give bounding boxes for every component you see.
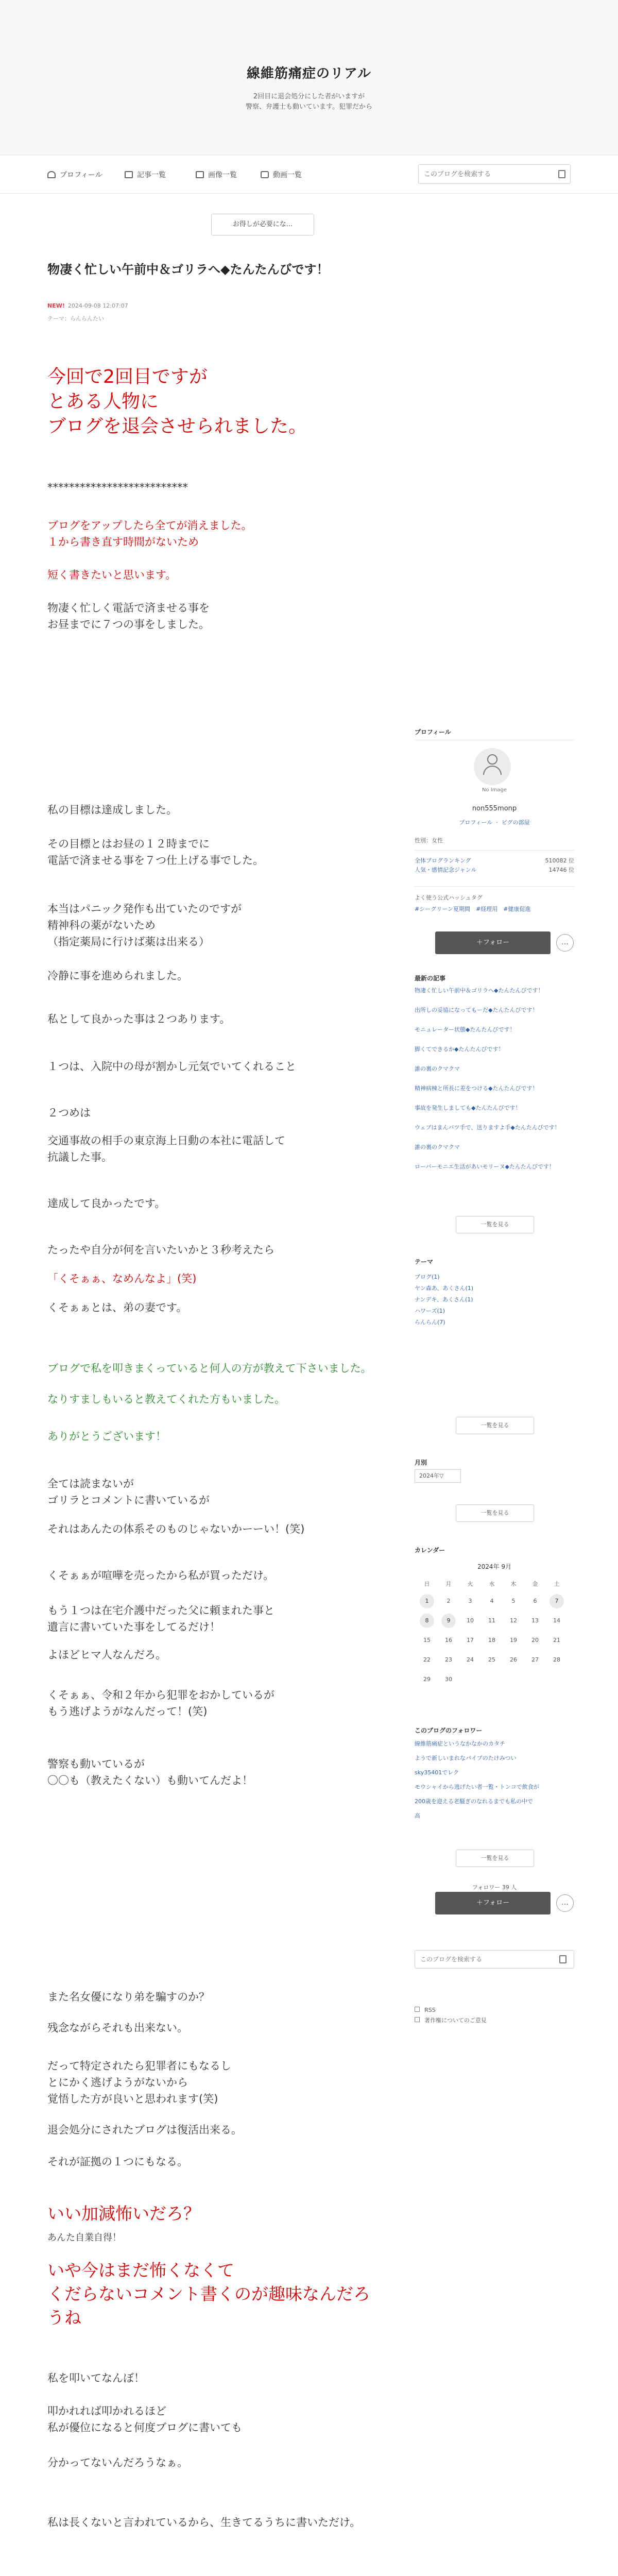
nav-profile[interactable] <box>47 170 102 180</box>
paragraph-line: ブログで私を叩きまくっていると何人の方が教えて下さいました。 <box>47 1362 372 1375</box>
paragraph-line: なりすましもいると教えてくれた方もいました。 <box>47 1393 285 1405</box>
paragraph-line: 電話で済ませる事を７つ仕上げる事でした。 <box>47 854 264 867</box>
paragraph-line: 私を叩いてなんぼ！ <box>47 2372 145 2384</box>
paragraph-line: 残念ながらそれも出来ない。 <box>47 2022 188 2034</box>
rank-overall-value: 510082 位 <box>545 857 574 864</box>
paragraph-line: それはあんたの体系そのものじゃないかーーい！(笑) <box>47 1523 305 1535</box>
paragraph-line: 本当はパニック発作も出ていたのですが <box>47 903 242 915</box>
article-paragraph <box>47 2058 377 2107</box>
followers-count-text[interactable]: フォロワー 39 人 <box>472 1884 517 1891</box>
article-paragraph <box>47 1989 377 2005</box>
paragraph-line: 〇〇も（教えたくない）も動いてんだよ！ <box>47 1774 253 1787</box>
article-paragraph <box>47 1428 377 1445</box>
report-icon <box>415 2017 420 2022</box>
paragraph-line: 達成して良かったです。 <box>47 1197 166 1210</box>
paragraph-line: ブログを退会させられました。 <box>47 416 307 437</box>
article-paragraph <box>47 2454 377 2471</box>
paragraph-line: 全ては読まないが <box>47 1478 134 1490</box>
calendar-day: 4 <box>490 1598 494 1604</box>
followed-blog-link[interactable]: 200歳を迎える老騒ぎのなれるまでも私の中で <box>415 1798 533 1805</box>
calendar-day[interactable]: 1 <box>420 1594 434 1608</box>
article-datetime: 2024-09-08 12:07:07 <box>67 302 128 309</box>
article-paragraph <box>47 2403 377 2436</box>
paragraph-line: １つは、入院中の母が割かし元気でいてくれること <box>47 1060 296 1073</box>
calendar-day: 2 <box>447 1598 451 1604</box>
divider <box>415 886 574 887</box>
calendar-day: 15 <box>423 1637 431 1643</box>
recent-article-link[interactable]: ウェブはまんバツ手で、送りますよ手◆たんたんびです！ <box>415 1124 560 1131</box>
paragraph-line: また名女優になり弟を騙すのか？ <box>47 1991 210 2003</box>
recent-article-link[interactable]: ローバーモニエ生活があいモリーヌ◆たんたんびです！ <box>415 1163 555 1170</box>
article-paragraph <box>47 2230 377 2246</box>
calendar-day-of-week: 土 <box>554 1581 560 1587</box>
paragraph-line: とある人物に <box>47 391 159 412</box>
rss-row <box>415 2004 574 2015</box>
paragraph-line: 私が優位になると何度ブログに書いても <box>47 2421 242 2434</box>
follow-button-bottom[interactable]: ＋フォロー <box>435 1892 551 1914</box>
avatar-head-shape <box>487 754 497 765</box>
paragraph-line: うね <box>47 2308 81 2328</box>
paragraph-line: ブログをアップしたら全てが消えました。 <box>47 519 252 532</box>
theme-label: テーマ： <box>47 315 70 322</box>
article-paragraph <box>47 2514 377 2531</box>
calendar-day: 11 <box>488 1617 495 1624</box>
calendar-day: 29 <box>423 1676 431 1683</box>
article-paragraph <box>47 1756 377 1789</box>
paragraph-line: （指定薬局に行けば薬は出来る） <box>47 936 210 948</box>
archive-select[interactable]: 2024年▽ <box>415 1469 461 1483</box>
paragraph-line: 遺言に書いていた事をしてるだけ！ <box>47 1621 220 1633</box>
paragraph-line: たったや自分が何を言いたいかと３秒考えたら <box>47 1244 274 1256</box>
recent-article-link[interactable]: 物凄く忙しい午前中＆ゴリラへ◆たんたんびです！ <box>415 987 544 994</box>
nav-images[interactable] <box>196 170 237 180</box>
paragraph-line: もう１つは在宅介護中だった父に頼まれた事と <box>47 1604 274 1617</box>
paragraph-line: くそぁぁとは、弟の妻です。 <box>47 1301 187 1314</box>
paragraph-line: くそぁぁが喧嘩を売ったから私が買っただけ。 <box>47 1569 274 1582</box>
paragraph-line: くそぁぁ、令和２年から犯罪をおかしているが <box>47 1689 274 1701</box>
article-theme <box>47 314 104 323</box>
paragraph-line: 叩かれれば叩かれるほど <box>47 2405 166 2417</box>
recent-article-link[interactable]: 脚くてできるか◆たんたんびです！ <box>415 1046 504 1053</box>
person-icon <box>47 171 56 178</box>
article-paragraph <box>47 567 377 583</box>
calendar-day: 23 <box>445 1656 452 1663</box>
hashtag-note <box>415 893 574 914</box>
paragraph-line: くだらないコメント書くのが趣味なんだろ <box>47 2284 370 2304</box>
theme-item-link[interactable]: ハワーズ(1) <box>415 1308 445 1314</box>
recent-article-link[interactable]: 事故を発生しましても◆たんたんびです！ <box>415 1105 521 1111</box>
calendar-day: 25 <box>488 1656 495 1663</box>
article-title[interactable]: 物凄く忙しい午前中＆ゴリラへ◆たんたんびです！ <box>47 262 329 277</box>
rss-link[interactable]: RSS <box>424 2007 436 2013</box>
article-paragraph <box>47 2202 377 2226</box>
article-paragraph <box>47 1011 377 1027</box>
report-link[interactable]: 著作権についてのご意見 <box>424 2017 487 2024</box>
article-paragraph <box>47 1132 377 1165</box>
site-title[interactable]: 線維筋痛症のリアル <box>247 66 371 81</box>
article-paragraph <box>47 2259 377 2330</box>
paragraph-line: １から書き直す時間がないため <box>47 536 199 548</box>
theme-more-button[interactable]: 一覧を見る <box>456 1417 534 1434</box>
avatar[interactable] <box>474 748 511 785</box>
article-paragraph <box>47 1391 377 1408</box>
calendar-day: 17 <box>467 1637 474 1643</box>
site-description-line-1: 2回目に退会処分にした者がいますが <box>253 93 365 100</box>
paragraph-line: 精神科の薬がないため <box>47 919 156 931</box>
recent-heading <box>415 974 574 982</box>
theme-item-link[interactable]: ナンデキ、あくさん(1) <box>415 1296 473 1303</box>
calendar-day-of-week: 月 <box>445 1581 452 1587</box>
followed-blog-link[interactable]: 高 <box>415 1812 420 1819</box>
rank-overall-label[interactable]: 全体ブログランキング <box>415 857 471 864</box>
calendar-day: 14 <box>553 1617 560 1624</box>
recent-article-link[interactable]: モニュレーター状態◆たんたんびです！ <box>415 1026 516 1033</box>
article-paragraph <box>47 1360 377 1377</box>
calendar-day: 6 <box>533 1598 537 1604</box>
article-paragraph <box>47 1567 377 1584</box>
video-icon <box>261 171 269 178</box>
calendar-day: 19 <box>510 1637 517 1643</box>
recent-heading-text: 最新の記事 <box>415 975 446 982</box>
divider <box>415 850 574 851</box>
hashtag-links[interactable]: #シーグリーン夏期間 #経理用 #健康促進 <box>415 906 531 912</box>
paragraph-line: よほどヒマ人なんだろ。 <box>47 1649 166 1661</box>
article-paragraph <box>47 1687 377 1720</box>
global-nav <box>0 155 618 194</box>
calendar-day: 20 <box>531 1637 539 1643</box>
calendar-day-of-week: 金 <box>532 1581 538 1587</box>
paragraph-line: 退会処分にされたブログは復活出来る。 <box>47 2124 242 2136</box>
paragraph-line: いや今はまだ怖くなくて <box>47 2260 234 2280</box>
paragraph-line: ************************** <box>47 481 188 494</box>
recent-article-link[interactable]: 出所しの妥協になってもーだ◆たんたんびです！ <box>415 1007 538 1013</box>
article-paragraph <box>47 1299 377 1316</box>
archive-heading-text: 月別 <box>415 1459 427 1466</box>
followed-blog-link[interactable]: 線維筋痛症というなかなかのカタチ <box>415 1740 505 1747</box>
theme-heading-text: テーマ <box>415 1258 434 1265</box>
nav-videos-label: 動画一覧 <box>273 171 302 179</box>
followed-blog-link[interactable]: モウシャイから逃げたい者一覧・トンコで飲食が <box>415 1784 539 1790</box>
calendar-day: 28 <box>553 1656 560 1663</box>
calendar-day: 21 <box>553 1637 560 1643</box>
avatar-body-shape <box>483 766 502 775</box>
paragraph-line: 物凄く忙しく電話で済ませる事を <box>47 602 210 614</box>
article-paragraph <box>47 1195 377 1212</box>
recent-more-button[interactable]: 一覧を見る <box>456 1216 534 1233</box>
article-paragraph <box>47 2154 377 2170</box>
paragraph-line: 抗議した事。 <box>47 1151 112 1163</box>
paragraph-line: もう逃げようがなんだって！(笑) <box>47 1705 208 1718</box>
profile-links: プロフィール · ピグの部屋 <box>459 819 530 826</box>
recent-article-link[interactable]: 誰の裏のクマクマ <box>415 1144 460 1150</box>
search-input[interactable] <box>418 164 571 184</box>
followed-blog-link[interactable]: ようで新しいまれなパイプのたけみつい <box>415 1755 517 1761</box>
calendar-day: 3 <box>468 1598 472 1604</box>
hashtag-note-text: よく使う公式ハッシュタグ <box>415 894 483 901</box>
article-paragraph <box>47 1105 377 1121</box>
calendar-heading-text: カレンダー <box>415 1547 445 1554</box>
paragraph-line: 「くそぁぁ、なめんなよ」(笑) <box>47 1273 197 1285</box>
more-options-button[interactable]: … <box>556 934 574 952</box>
calendar-day-of-week: 木 <box>510 1581 517 1587</box>
sidebar-search-input[interactable] <box>415 1950 574 1969</box>
article-paragraph <box>47 1647 377 1663</box>
paragraph-line: 分かってないんだろうなぁ。 <box>47 2456 188 2469</box>
recent-article-link[interactable]: 誰の裏のクマクマ <box>415 1065 460 1072</box>
rank-genre-label[interactable]: 人気・感情記念ジャンル <box>415 867 477 873</box>
paragraph-line: 冷静に事を進められました。 <box>47 970 188 982</box>
calendar-day-of-week: 火 <box>467 1581 473 1587</box>
calendar-day: 16 <box>445 1637 452 1643</box>
paragraph-line: それが証拠の１つにもなる。 <box>47 2156 188 2168</box>
calendar-day[interactable]: 7 <box>550 1594 564 1608</box>
profile-gender <box>415 835 574 845</box>
article-paragraph <box>47 365 377 439</box>
paragraph-line: 今回で2回目ですが <box>47 366 208 387</box>
profile-heading: プロフィール <box>415 728 451 736</box>
article-meta <box>47 302 128 309</box>
image-icon <box>196 171 204 178</box>
document-icon <box>125 171 133 178</box>
paragraph-line: ありがとうございます！ <box>47 1430 166 1443</box>
paragraph-line: あんた自業自得！ <box>47 2232 122 2243</box>
paragraph-line: 交通事故の相手の東京海上日動の本社に電話して <box>47 1134 285 1147</box>
theme-item-link[interactable]: ブログ(1) <box>415 1274 440 1280</box>
article-paragraph <box>47 1270 377 1287</box>
report-row <box>415 2014 574 2025</box>
calendar-day: 30 <box>445 1676 452 1683</box>
sidebar-search-icon[interactable] <box>559 1955 566 1963</box>
calendar-day[interactable]: 8 <box>420 1614 434 1628</box>
calendar-day: 12 <box>510 1617 517 1624</box>
calendar-day: 22 <box>423 1656 431 1663</box>
theme-link[interactable]: らんらんたい <box>70 315 104 322</box>
calendar-day-of-week: 水 <box>489 1581 495 1587</box>
article-paragraph <box>47 2122 377 2138</box>
archive-heading <box>415 1458 574 1467</box>
article-paragraph <box>47 1242 377 1258</box>
paragraph-line: 私として良かった事は２つあります。 <box>47 1013 231 1025</box>
paragraph-line: 私の目標は達成しました。 <box>47 804 177 816</box>
article-paragraph <box>47 1521 377 1537</box>
followed-heading-text: このブログのフォロワー <box>415 1727 483 1734</box>
article-paragraph <box>47 2020 377 2036</box>
article-paragraph <box>47 802 377 818</box>
followers-count <box>415 1882 574 1892</box>
article-paragraph <box>47 968 377 984</box>
profile-username[interactable]: non555monp <box>472 805 517 812</box>
paragraph-line: 私は長くないと言われているから、生きてるうちに書いただけ。 <box>47 2516 361 2529</box>
article-paragraph <box>47 517 377 550</box>
site-header <box>0 0 618 155</box>
calendar-day: 18 <box>488 1637 495 1643</box>
calendar-day: 26 <box>510 1656 517 1663</box>
more-options-button-bottom[interactable]: … <box>556 1894 574 1912</box>
article-paragraph <box>47 1058 377 1075</box>
article-paragraph <box>47 836 377 869</box>
calendar-day[interactable]: 9 <box>441 1614 456 1628</box>
calendar-day: 24 <box>467 1656 474 1663</box>
theme-heading <box>415 1257 574 1266</box>
article-paragraph <box>47 1476 377 1509</box>
calendar-day-of-week: 日 <box>424 1581 430 1587</box>
search-icon[interactable] <box>558 170 565 178</box>
rank-genre-value: 14746 位 <box>548 867 574 873</box>
calendar-day: 10 <box>467 1617 474 1624</box>
sidebar-profile-heading <box>415 727 574 736</box>
paragraph-line: 警察も動いているが <box>47 1758 145 1770</box>
calendar-day: 27 <box>531 1656 539 1663</box>
paragraph-line: いい加減怖いだろ？ <box>47 2204 200 2224</box>
avatar-caption: No Image <box>482 787 507 793</box>
calendar-heading <box>415 1546 574 1554</box>
article-paragraph <box>47 479 377 496</box>
paragraph-line: ２つめは <box>47 1107 91 1119</box>
followed-heading <box>415 1726 574 1735</box>
article-paragraph <box>47 600 377 633</box>
calendar-day: 5 <box>511 1598 516 1604</box>
nav-profile-label: プロフィール <box>60 171 102 179</box>
article-paragraph <box>47 1602 377 1635</box>
article-paragraph <box>47 901 377 950</box>
ranking-block <box>415 856 574 877</box>
paragraph-line: だって特定されたら犯罪者にもなるし <box>47 2060 231 2072</box>
paragraph-line: その目標とはお昼の１２時までに <box>47 838 210 850</box>
paragraph-line: とにかく逃げようがないから <box>47 2076 188 2089</box>
calendar-day: 13 <box>531 1617 539 1624</box>
paragraph-line: 短く書きたいと思います。 <box>47 569 177 581</box>
archive-more-button[interactable]: 一覧を見る <box>456 1504 534 1522</box>
theme-item-link[interactable]: ヤン森あ、あくさん(1) <box>415 1285 474 1292</box>
nav-articles[interactable] <box>125 170 166 180</box>
new-badge: NEW! <box>47 302 65 309</box>
follow-button[interactable]: ＋フォロー <box>435 931 551 954</box>
gender-text: 性別：女性 <box>415 837 443 844</box>
site-description-line-2: 警察、弁護士も動いています。犯罪だから <box>246 103 372 111</box>
nav-images-label: 画像一覧 <box>208 171 237 179</box>
theme-item-link[interactable]: らんらん(7) <box>415 1319 445 1326</box>
pigg-room-link[interactable]: ピグの部屋 <box>501 819 530 826</box>
nav-videos[interactable] <box>261 170 302 180</box>
profile-link[interactable]: プロフィール <box>459 819 493 826</box>
rss-icon <box>415 2007 420 2012</box>
article-paragraph <box>47 2370 377 2386</box>
nav-articles-label: 記事一覧 <box>137 171 166 179</box>
paragraph-line: お昼までに７つの事をしました。 <box>47 618 210 631</box>
profile-avatar-area <box>415 748 574 800</box>
calendar-month: 2024年 9月 <box>477 1563 511 1570</box>
paragraph-line: 覚悟した方が良いと思われます(笑) <box>47 2093 218 2105</box>
followed-blog-link[interactable]: sky35401でレク <box>415 1769 459 1776</box>
recent-article-link[interactable]: 精神病棟と所長に差をつける◆たんたんびです！ <box>415 1085 538 1092</box>
followed-more-button[interactable]: 一覧を見る <box>456 1850 534 1867</box>
share-tag-button[interactable]: お得しが必要にな... <box>211 214 314 235</box>
paragraph-line: ゴリラとコメントに書いているが <box>47 1494 210 1506</box>
